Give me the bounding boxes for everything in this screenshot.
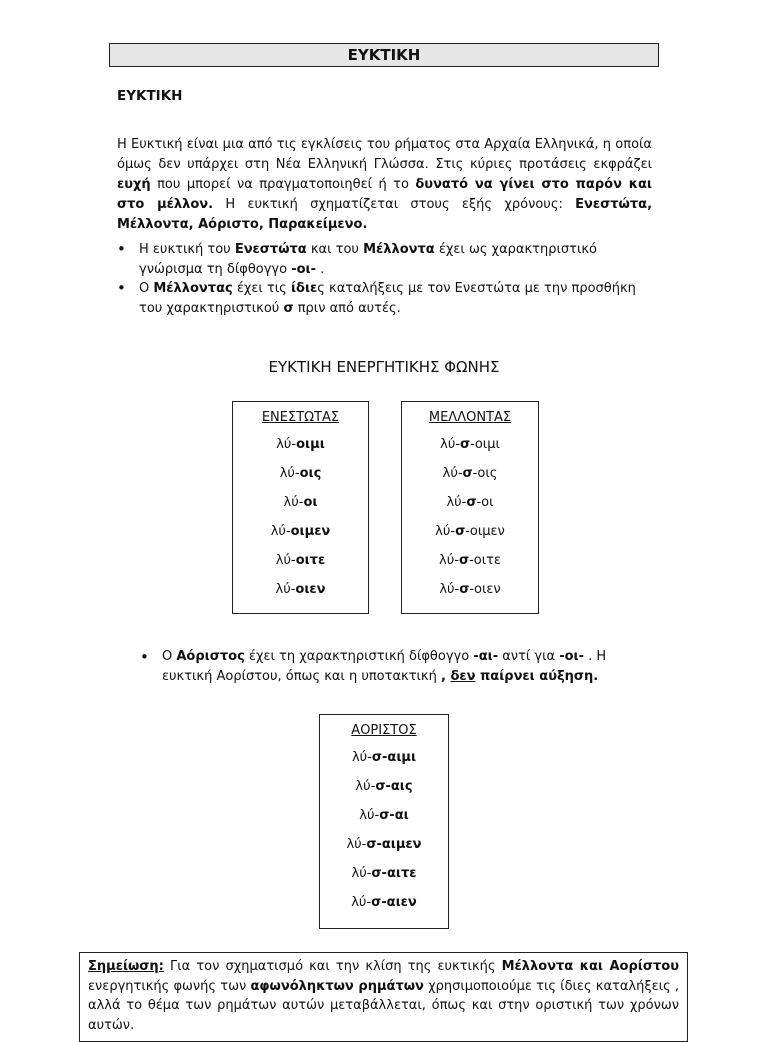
intro-bold-tenses: Ενεστώτα, Μέλλοντα, Αόριστο, Παρακείμενο: [117, 197, 653, 232]
intro-text-3: Η ευκτική σχηματίζεται στους εξής χρόνους:: [213, 197, 576, 212]
ending: οιεν: [295, 582, 326, 597]
present-tense-table: [232, 401, 369, 614]
table-row: [233, 488, 368, 517]
intro-bold-wish: ευχή: [117, 177, 151, 192]
bullet-bold: παίρνει αύξηση.: [475, 669, 599, 684]
table-row: [320, 772, 448, 801]
stem: λύ-: [283, 495, 304, 510]
ending: οιτε: [295, 553, 326, 568]
note-bold: αφωνόληκτων ρημάτων: [250, 978, 424, 994]
bullet-bold: Ενεστώτα: [234, 242, 307, 257]
ending: -οις: [472, 466, 498, 481]
stem: λύ-: [355, 779, 376, 794]
marker: σ: [459, 582, 470, 597]
table-row: [402, 488, 538, 517]
bullet-bold: Μέλλοντας: [153, 281, 233, 296]
bullet-text: Ο: [139, 281, 154, 296]
stem: λύ-: [276, 437, 297, 452]
bullet-text: ς καταλήξεις με τον Ενεστώτα με την προσθήκη του χαρακτηριστικού: [139, 281, 636, 316]
intro-text-4: .: [362, 217, 368, 232]
ending: σ-αιμι: [371, 750, 417, 765]
bullet-text: έχει τις: [232, 281, 291, 296]
ending: οι: [303, 495, 318, 510]
ending: -οιτε: [469, 553, 501, 568]
note-text: ενεργητικής φωνής των: [88, 978, 251, 994]
stem: λύ-: [359, 808, 380, 823]
stem: λύ-: [439, 553, 459, 568]
table-row: [320, 743, 448, 772]
stem: λύ-: [270, 524, 291, 539]
future-tense-table: [401, 401, 539, 614]
conjugation-section-title: ΕΥΚΤΙΚΗ ΕΝΕΡΓΗΤΙΚΗΣ ΦΩΝΗΣ: [268, 358, 500, 376]
ending: -οι: [476, 495, 494, 510]
note-box: [79, 952, 688, 1042]
bullet-bold: -αι-: [473, 649, 499, 664]
stem: λύ-: [275, 582, 296, 597]
marker: σ: [455, 524, 466, 539]
present-header: ΕΝΕΣΤΩΤΑΣ: [261, 410, 340, 425]
table-row: [402, 575, 538, 604]
bullet-bold: -οι-: [559, 649, 585, 664]
table-row: [320, 830, 448, 859]
rules-list: [117, 240, 657, 318]
table-row: [233, 430, 368, 459]
ending: σ-αιμεν: [366, 837, 422, 852]
bullet-text: Ο: [162, 649, 177, 664]
ending: οιμι: [296, 437, 325, 452]
intro-bold-possible: δυνατό να γίνει στο παρόν και στο μέλλον.: [117, 177, 652, 212]
bullet-text: έχει ως χαρακτηριστικό γνώρισμα τη δίφθογγο: [139, 242, 597, 277]
marker: σ: [460, 437, 471, 452]
stem: λύ-: [439, 582, 460, 597]
ending: σ-αιτε: [371, 866, 417, 881]
bullet-bold: Αόριστος: [176, 649, 245, 664]
bullet-bold: -οι-: [291, 261, 317, 277]
bullet-bold: Μέλλοντα: [363, 242, 435, 257]
intro-text-2: που μπορεί να πραγματοποιηθεί ή το: [150, 177, 416, 192]
aorist-tense-table: [319, 714, 449, 929]
ending: σ-αις: [375, 779, 413, 794]
stem: λύ-: [279, 466, 300, 481]
marker: σ: [466, 495, 477, 510]
table-row: [320, 888, 448, 917]
intro-text-1: Η Ευκτική είναι μια από τις εγκλίσεις του ρήματος στα Αρχαία Ελληνικά, η οποία όμως δεν υπάρχει στη Νέα Ελληνική Γλώσσα. Στις κύριες προτάσεις εκφράζει: [117, 137, 652, 172]
section-heading: ΕΥΚΤΙΚΗ: [117, 88, 183, 104]
ending: οιμεν: [290, 524, 331, 539]
intro-paragraph: [117, 135, 652, 235]
bullet-text: έχει τη χαρακτηριστική δίφθογγο: [244, 649, 474, 664]
bullet-bold: ίδιε: [290, 281, 318, 296]
ending: -οιμι: [470, 437, 500, 452]
bullet-bold-underlined: δεν: [450, 669, 476, 684]
stem: λύ-: [351, 895, 372, 910]
bullet-text: . Η ευκτική Αορίστου, όπως και η υποτακτική: [162, 649, 607, 684]
bullet-text: πριν από αυτές.: [293, 300, 401, 316]
stem: λύ-: [446, 495, 467, 510]
table-row: [402, 459, 538, 488]
stem: λύ-: [346, 837, 367, 852]
marker: σ: [462, 466, 473, 481]
table-row: [402, 430, 538, 459]
future-header: ΜΕΛΛΟΝΤΑΣ: [428, 410, 512, 425]
table-row: [320, 859, 448, 888]
bullet-bold: ,: [440, 669, 451, 684]
marker: σ: [458, 553, 470, 568]
aorist-header: ΑΟΡΙΣΤΟΣ: [351, 723, 417, 738]
stem: λύ-: [351, 866, 372, 881]
stem: λύ-: [275, 553, 296, 568]
bullet-bold: σ: [283, 300, 294, 316]
ending: σ-αιεν: [371, 895, 417, 910]
ending: σ-αι: [379, 808, 409, 823]
note-text: χρησιμοποιούμε τις ίδιες καταλήξεις , αλλά το θέμα των ρημάτων αυτών μεταβάλλεται, όπως και στην οριστική των χρόνων αυτών.: [88, 978, 679, 1033]
stem: λύ-: [442, 466, 463, 481]
list-item: [117, 240, 657, 279]
table-row: [233, 517, 368, 546]
note-label: Σημείωση:: [88, 959, 164, 974]
table-row: [233, 575, 368, 604]
ending: οις: [299, 466, 322, 481]
ending: -οιμεν: [465, 524, 505, 539]
bullet-text: αντί για: [498, 649, 560, 664]
table-row: [233, 459, 368, 488]
aorist-rule-list: [140, 647, 660, 687]
stem: λύ-: [440, 437, 461, 452]
list-item: [140, 647, 660, 687]
table-row: [320, 801, 448, 830]
stem: λύ-: [351, 750, 372, 765]
bullet-text: Η ευκτική του: [139, 242, 235, 257]
table-row: [402, 517, 538, 546]
note-bold: Μέλλοντα και Αορίστου: [501, 959, 679, 974]
bullet-text: .: [316, 261, 325, 277]
ending: -οιεν: [469, 582, 501, 597]
page-title: ΕΥΚΤΙΚΗ: [109, 43, 659, 67]
stem: λύ-: [435, 524, 456, 539]
note-text: Για τον σχηματισμό και την κλίση της ευκτικής: [163, 959, 502, 974]
bullet-text: και του: [306, 242, 364, 257]
table-row: [402, 546, 538, 575]
list-item: [117, 279, 657, 318]
table-row: [233, 546, 368, 575]
